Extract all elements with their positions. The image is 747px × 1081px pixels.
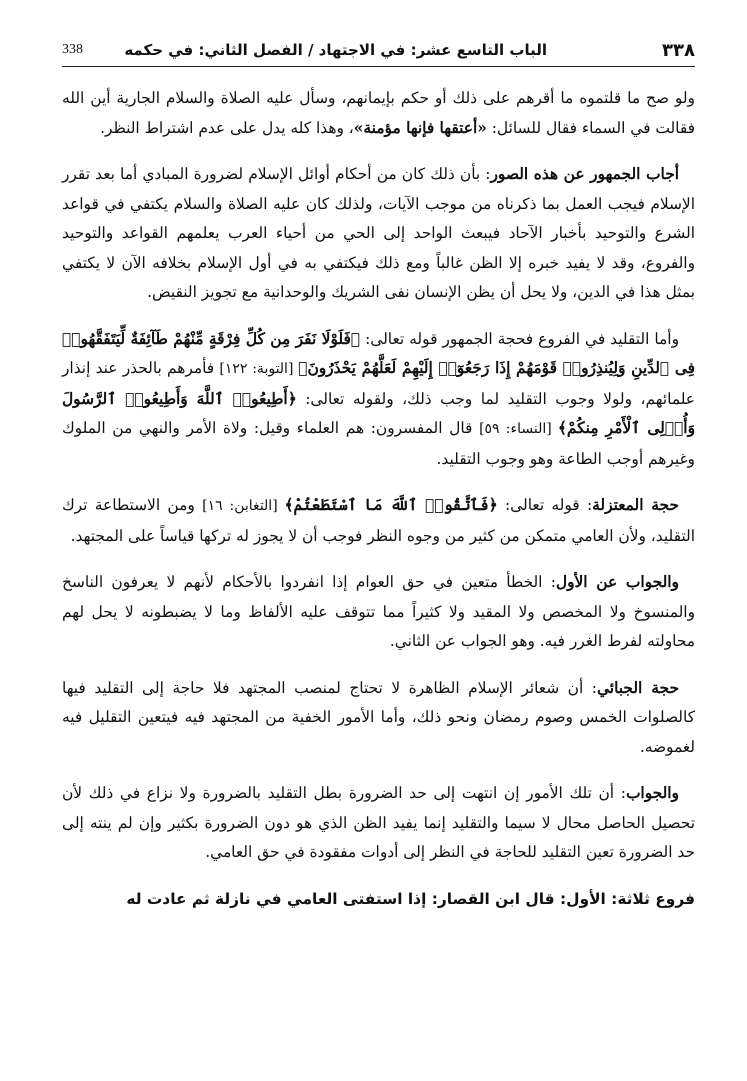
paragraph-2 <box>62 160 695 308</box>
section-heading-line: فروع ثلاثة: الأول: قال ابن القصار: إذا استفتى العامي في نازلة ثم عادت له <box>126 889 695 908</box>
paragraph-heading: أجاب الجمهور عن هذه الصور <box>490 165 679 183</box>
paragraph-heading: حجة المعتزلة <box>592 496 679 514</box>
quran-verse: ﴿فَلَوْلَا نَفَرَ مِن كُلِّ فِرْقَةٍ مِّنْهُمْ طَآئِفَةٌ لِّيَتَفَقَّهُوا۟ فِى ٱلدِّينِ وَلِيُنذِرُوا۟ قَوْمَهُمْ إِذَا رَجَعُوٓا۟ إِلَيْهِمْ لَعَلَّهُمْ يَحْذَرُونَ﴾ <box>62 329 696 377</box>
quran-verse: ﴿فَٱتَّقُوا۟ ٱللَّهَ مَا ٱسْتَطَعْتُمْ﴾ <box>284 496 498 514</box>
paragraph-text: : قوله تعالى: <box>497 496 593 514</box>
verse-reference: [التوبة: ١٢٢] <box>219 361 299 377</box>
paragraph-text: : أن شعائر الإسلام الظاهرة لا تحتاج لمنصب المجتهد فلا حاجة إلى التقليد فيها كالصلوات الخمس وصوم رمضان ونحو ذلك، وأما الأمور الخفية من المجتهد فيه فيتعين التقليل فيه لغموضه. <box>62 678 695 756</box>
page-number-arabic: ٣٣٨ <box>662 40 695 61</box>
paragraph-text: قال المفسرون: هم العلماء وقيل: ولاة الأمر والنهي من الملوك وغيرهم أوجب الطاعة وهو وجوب التقليد. <box>62 419 695 468</box>
paragraph-6 <box>62 674 695 763</box>
paragraph-7 <box>62 779 695 868</box>
verse-reference: [التغابن: ١٦] <box>202 498 285 514</box>
paragraph-heading: والجواب عن الأول <box>555 573 679 591</box>
paragraph-heading: والجواب <box>625 784 679 802</box>
page-number-latin: 338 <box>62 42 83 57</box>
paragraph-3 <box>62 325 695 475</box>
quran-verse: ﴿أَطِيعُوا۟ ٱللَّهَ وَأَطِيعُوا۟ ٱلرَّسُولَ وَأُو۟لِى ٱلْأَمْرِ مِنكُمْ﴾ <box>62 389 696 437</box>
paragraph-1 <box>62 84 695 143</box>
paragraph-text: : الخطأ متعين في حق العوام إذا انفردوا بالأحكام لأنهم لا يعرفون الناسخ والمنسوخ ولا المخصص ولا المقيد ولا كثيراً مما تتوقف عليه الألفاظ وما لا يضبطونه لا يحل لهم محاولته لفرط الغرر فيه. وهو الجواب عن الثاني. <box>62 573 695 650</box>
running-title: الباب التاسع عشر: في الاجتهاد / الفصل الثاني: في حكمه <box>124 41 547 59</box>
paragraph-text: وأما التقليد في الفروع فحجة الجمهور قوله تعالى: <box>360 329 680 348</box>
paragraph-text: : بأن ذلك كان من أحكام أوائل الإسلام لضرورة المبادي أما بعد تقرر الإسلام فيجب العمل بما ذكرناه من موجب الآيات، ولذلك كان عليه الصلاة والسلام يكتفي في قواعد الشرع والتوحيد بأخبار الآحاد فيبعث الواحد إلى الحي من أحياء العرب يعلمهم القواعد والتوحيد والفروع، وقد لا يفيد خبره إلا الظن غالباً ومع ذلك فيكتفي به في أول الإسلام بخلافه الآن لا يكتفي بمثل هذا في الدين، ولا يحل أن يظن الإنسان نفى الشريك والوحدانية مع تجويز النقيض. <box>62 165 695 301</box>
paragraph-text: فأمرهم بالحذر عند إنذار علمائهم، ولولا وجوب التقليد لما وجب ذلك، ولقوله تعالى: <box>62 359 695 408</box>
paragraph-text: ومن الاستطاعة ترك التقليد، ولأن العامي متمكن من كثير من وجوه النظر فوجب أن لا يجوز له تركها قياساً على المجتهد. <box>62 496 695 545</box>
paragraph-heading: حجة الجبائي <box>596 678 679 697</box>
running-header <box>62 40 695 67</box>
paragraph-5 <box>62 568 695 657</box>
hadith-quote: «أعتقها فإنها مؤمنة» <box>353 118 487 137</box>
paragraph-text: ولو صح ما قلتموه ما أقرهم على ذلك أو حكم بإيمانهم، وسأل عليه الصلاة والسلام الجارية أين الله فقالت في السماء فقال للسائل: <box>62 89 695 137</box>
paragraph-4 <box>62 491 695 551</box>
paragraph-text: : أن تلك الأمور إن انتهت إلى حد الضرورة بطل التقليد بالضرورة ولا نزاع في ذلك لأن تحصيل الحاصل محال لا سيما والتقليد إنما يفيد الظن الذي هو دون الضرورة بكثير وإن لم ينته إلى حد الضرورة تعين التقليد للحاجة في النظر إلى أدوات مفقودة في حق العامي. <box>62 784 695 861</box>
verse-reference: [النساء: ٥٩] <box>479 421 558 437</box>
paragraph-text: ، وهذا كله يدل على عدم اشتراط النظر. <box>100 118 354 137</box>
page-body <box>62 84 695 914</box>
